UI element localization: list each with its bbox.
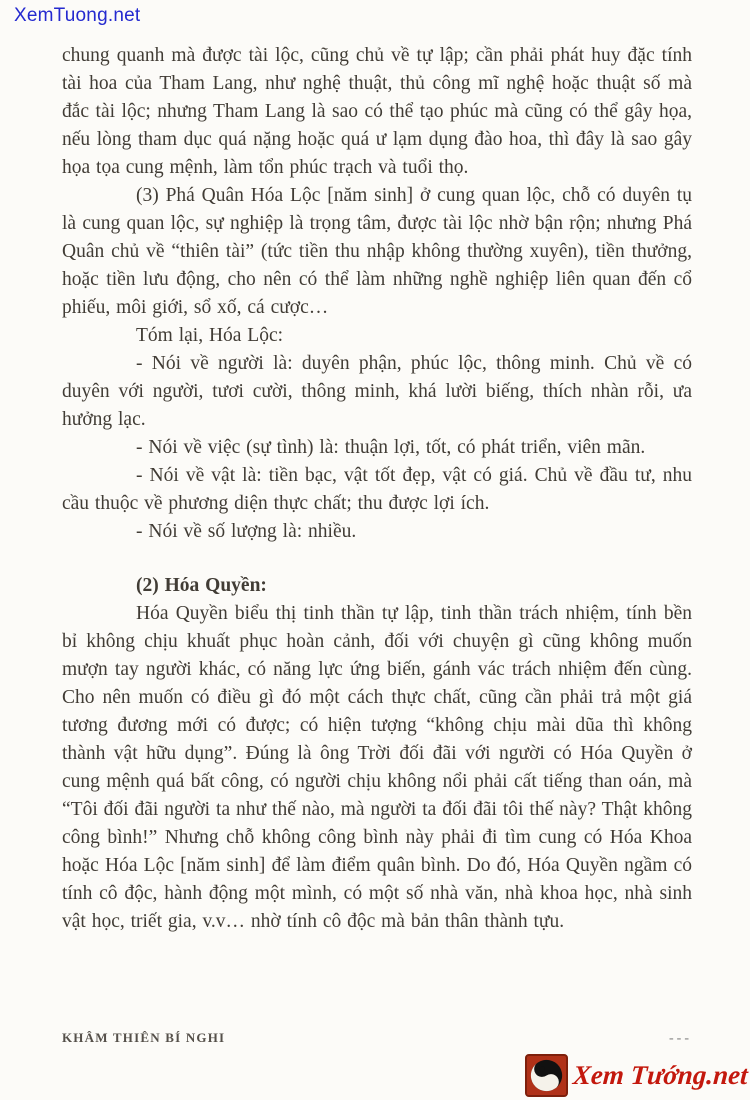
paragraph-noi-ve-vat: - Nói về vật là: tiền bạc, vật tốt đẹp, vật có giá. Chủ về đầu tư, nhu cầu thuộc về phương diện thực chất; thu được lợi ích. xyxy=(62,465,692,514)
yin-yang-icon xyxy=(525,1054,568,1097)
page-footer xyxy=(62,1030,692,1047)
paragraph-pha-quan-hoa-loc: (3) Phá Quân Hóa Lộc [năm sinh] ở cung quan lộc, chỗ có duyên tụ là cung quan lộc, sự nghiệp là trọng tâm, được tài lộc nhờ bận rộn; nhưng Phá Quân chủ về “thiên tài” (tức tiền thu nhập không thường xuyên), tiền thưởng, hoặc tiền lưu động, cho nên có thể làm những nghề nghiệp liên quan đến cổ phiếu, môi giới, sổ xố, cá cược… xyxy=(62,185,692,318)
section-heading-hoa-quyen: (2) Hóa Quyền: xyxy=(136,575,267,596)
site-logo-text: Xem Tướng.net xyxy=(572,1060,750,1090)
paragraph-noi-ve-nguoi: - Nói về người là: duyên phận, phúc lộc, thông minh. Chủ về có duyên với người, tươi cười, thông minh, khá lười biếng, thích nhàn rỗi, ưa hưởng lạc. xyxy=(62,353,692,430)
footer-page-marker: --- xyxy=(669,1031,692,1046)
paragraph-tham-lang: chung quanh mà được tài lộc, cũng chủ về tự lập; cần phải phát huy đặc tính tài hoa của Tham Lang, như nghệ thuật, thủ công mĩ nghệ hoặc thuật số mà đắc tài lộc; nhưng Tham Lang là sao có thể tạo phúc mà cũng có thể gây họa, nếu lòng tham dục quá nặng hoặc quá ư lạm dụng đào hoa, thì đây là sao gây họa tọa cung mệnh, làm tổn phúc trạch và tuổi thọ. xyxy=(62,45,692,178)
paragraph-noi-ve-so-luong: - Nói về số lượng là: nhiều. xyxy=(136,521,357,542)
watermark-site-name: XemTuong.net xyxy=(14,5,141,26)
paragraph-hoa-quyen-body: Hóa Quyền biểu thị tinh thần tự lập, tinh thần trách nhiệm, tính bền bỉ không chịu khuất phục hoàn cảnh, đối với chuyện gì cũng không muốn mượn tay người khác, có năng lực ứng biến, gánh vác trách nhiệm đến cùng. Cho nên muốn có điều gì đó một cách thực chất, cũng cần phải trả một giá tương đương mới có được; có hiện tượng “không chịu mài dũa thì không thành vật hữu dụng”. Đúng là ông Trời đối đãi với người có Hóa Quyền ở cung mệnh quá bất công, có người chịu không nổi phải cất tiếng than oán, mà “Tôi đối đãi người ta như thế nào, mà người ta đối đãi tôi thế này? Thật không công bình!” Nhưng chỗ không công bình này phải đi tìm cung có Hóa Khoa hoặc Hóa Lộc [năm sinh] để làm điểm quân bình. Do đó, Hóa Quyền ngầm có tính cô độc, hành động một mình, có một số nhà văn, nhà khoa học, nhà sinh vật học, triết gia, v.v… nhờ tính cô độc mà bản thân thành tựu. xyxy=(62,603,692,932)
paragraph-tom-lai: Tóm lại, Hóa Lộc: xyxy=(136,325,284,346)
page-body xyxy=(62,42,692,936)
site-logo xyxy=(525,1054,748,1097)
footer-book-title: KHÂM THIÊN BÍ NGHI xyxy=(62,1030,226,1045)
paragraph-noi-ve-viec: - Nói về việc (sự tình) là: thuận lợi, tốt, có phát triển, viên mãn. xyxy=(136,437,646,458)
